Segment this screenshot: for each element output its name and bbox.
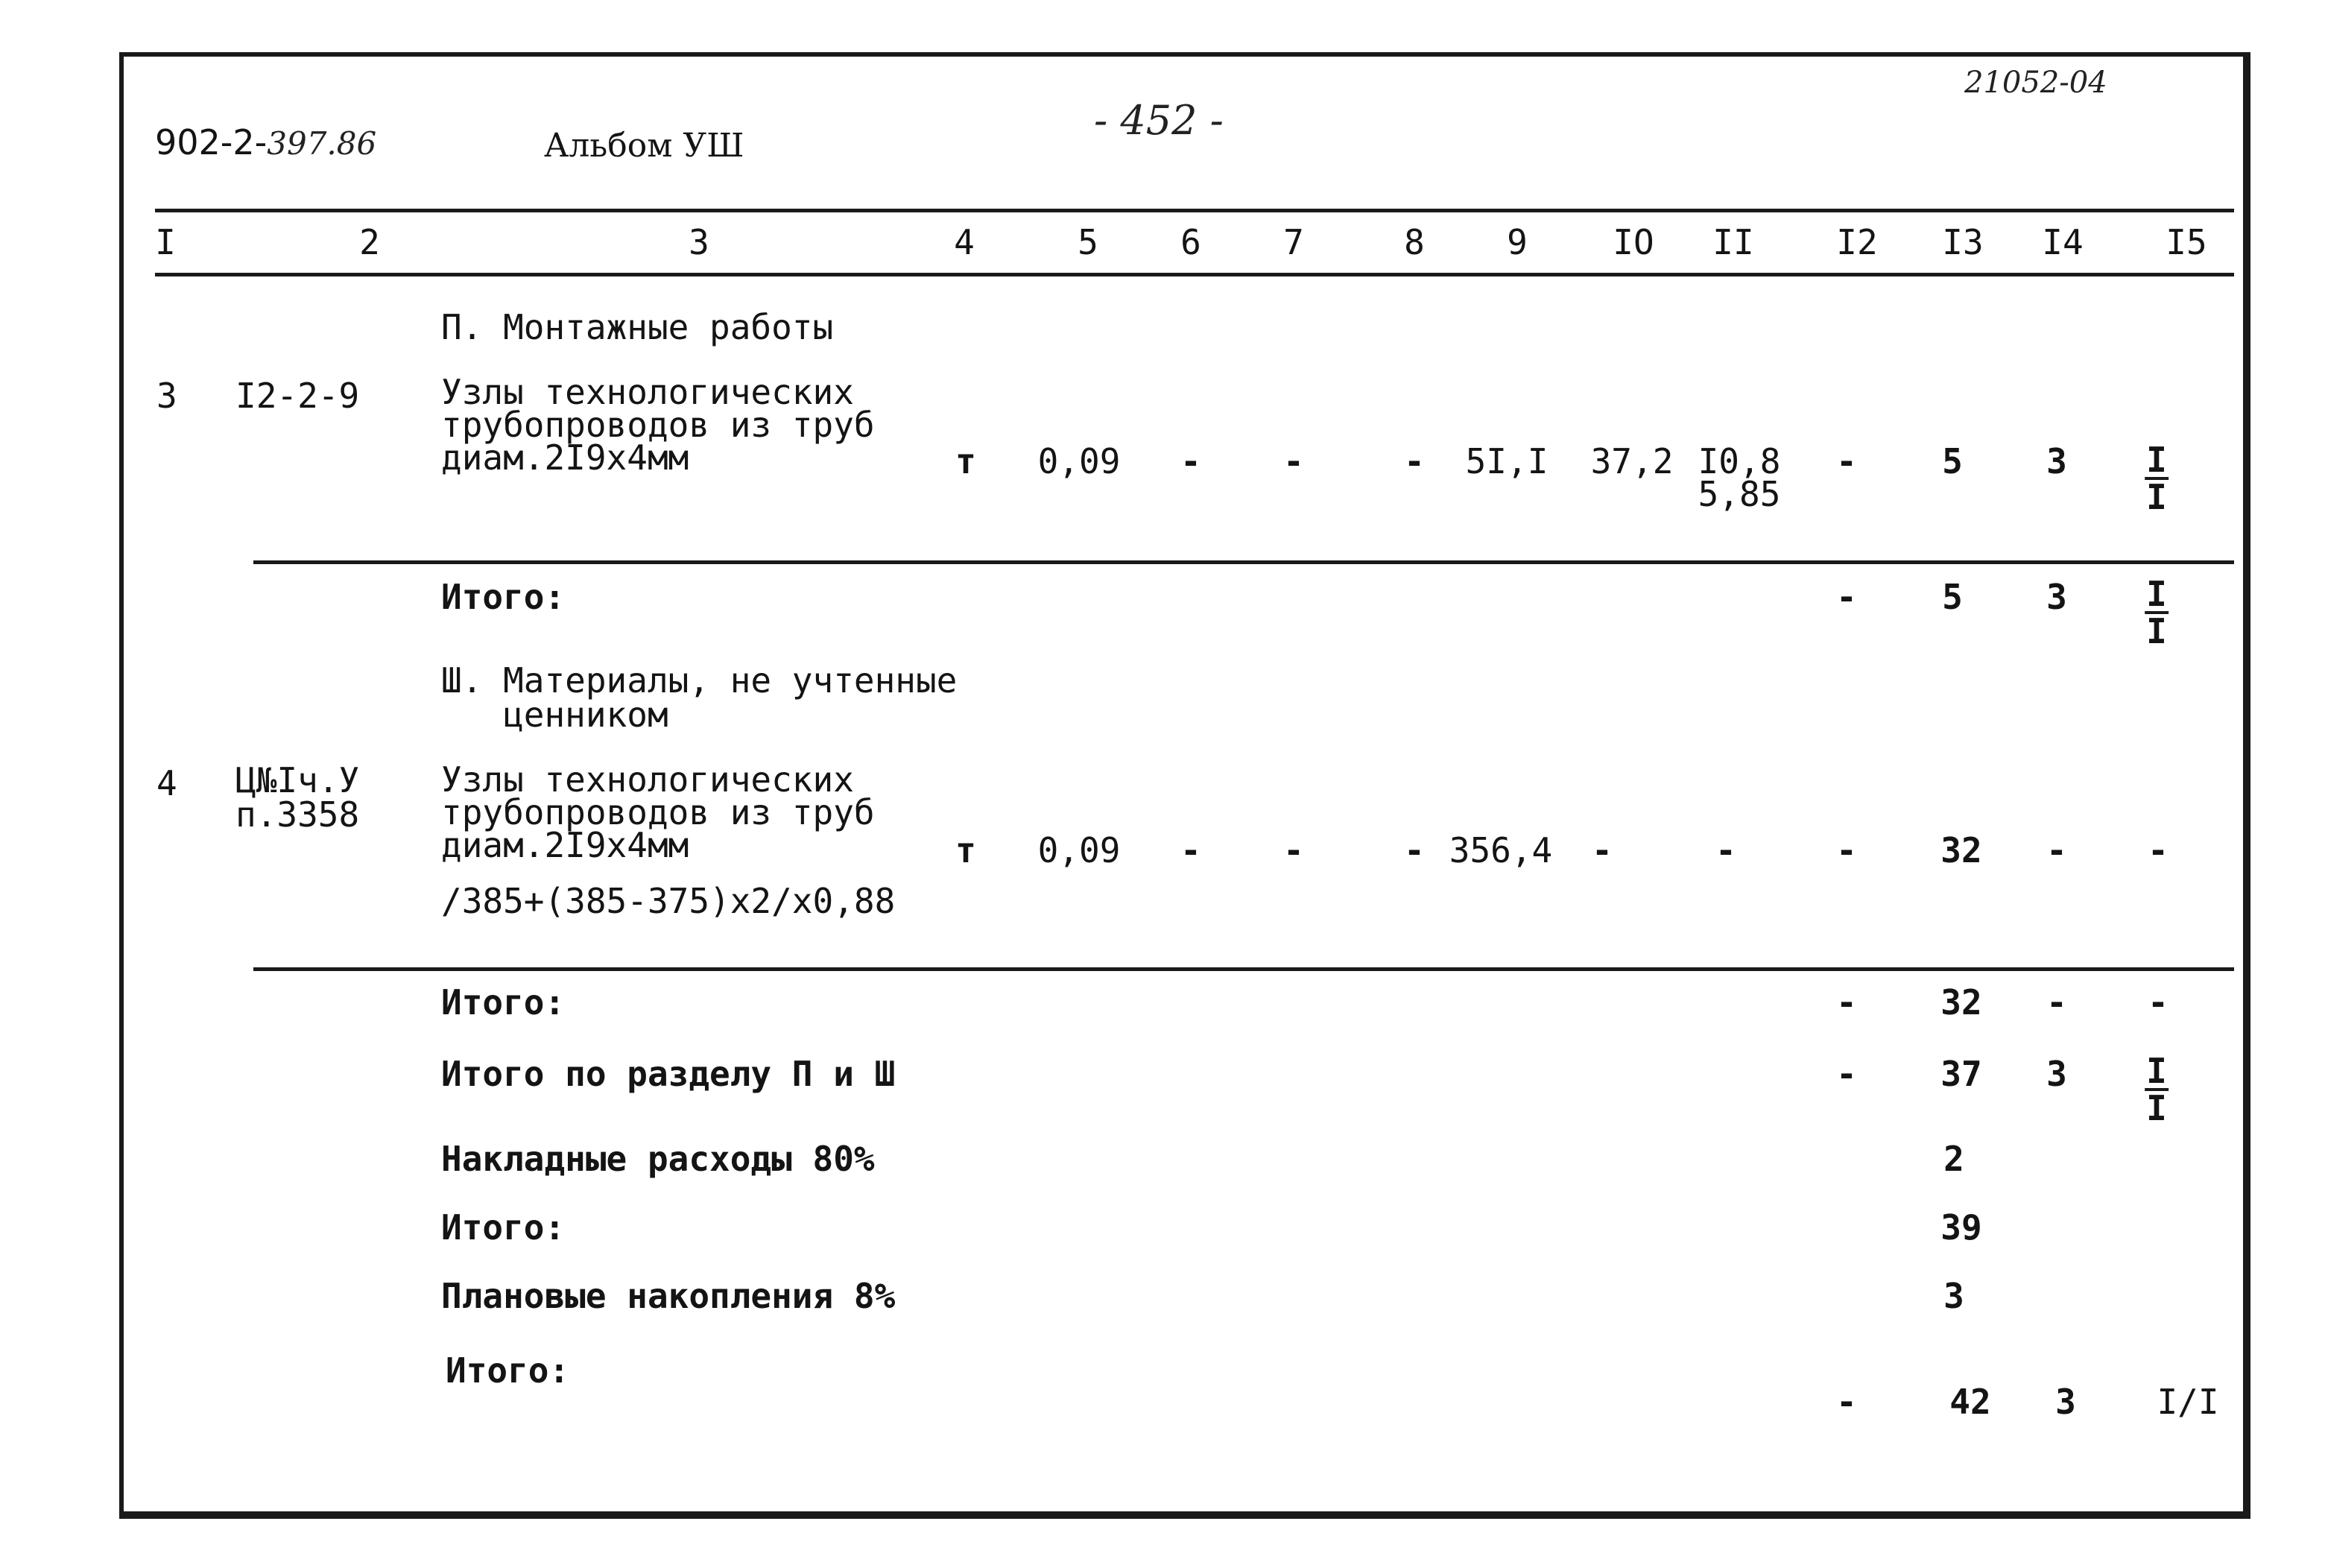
row-3-col15-bottom: I [2146,477,2167,517]
col-header-10: IO [1613,222,1654,262]
row-4-name: Узлы технологических трубопроводов из труб диам.2I9x4мм [441,759,875,865]
col-header-1: I [155,222,176,262]
summary-subtotal-col13: 39 [1940,1207,1982,1248]
summary-subtotal-label: Итого: [441,1207,566,1248]
summary-sections-col15-bottom: I [2146,1088,2167,1128]
section-2-total-rule [253,560,2234,564]
summary-total-col13: 42 [1949,1382,1991,1422]
section-2-total-col14: 3 [2046,577,2067,617]
row-4-formula: /385+(385-375)x2/x0,88 [441,881,896,921]
col-header-4: 4 [954,222,975,262]
row-4-col12: - [1836,830,1857,870]
row-3-col7: - [1283,441,1304,481]
summary-profit-label: Плановые накопления 8% [441,1276,896,1316]
row-4-col14: - [2046,830,2067,870]
row-3-col11-top: I0,8 [1698,441,1781,481]
row-4-col15: - [2148,830,2169,870]
summary-sections-col15 [2145,1051,2169,1128]
section-3-total-col14: - [2046,982,2067,1022]
document-stamp: 21052-04 [1964,66,2107,100]
row-3-col15 [2145,440,2169,517]
row-4-qty: 0,09 [1037,830,1121,870]
summary-total-col14: 3 [2055,1382,2076,1422]
section-2-total-col15-bottom: I [2146,611,2167,651]
col-header-15: I5 [2166,222,2207,262]
col-header-2: 2 [359,222,380,262]
section-2-total-col15-top: I [2146,574,2167,614]
summary-overhead-col13: 2 [1943,1139,1964,1179]
col-header-9: 9 [1507,222,1528,262]
row-3-col15-top: I [2146,440,2167,480]
section-2-total-col15 [2145,574,2169,651]
col-header-14: I4 [2042,222,2084,262]
page-number: - 452 - [1094,97,1224,144]
row-3-name: Узлы технологических трубопроводов из труб диам.2I9x4мм [441,372,875,478]
doc-code-handwritten: 397.86 [267,125,377,162]
summary-total-label: Итого: [446,1350,570,1391]
section-2-total-col13: 5 [1942,577,1963,617]
doc-code [155,122,377,162]
col-header-12: I2 [1836,222,1878,262]
summary-total-col12: - [1836,1382,1857,1422]
summary-total-col15: I/I [2157,1382,2219,1422]
section-3-total-rule [253,967,2234,971]
summary-sections-col12: - [1836,1054,1857,1094]
row-3-code: I2-2-9 [235,376,360,416]
col-header-13: I3 [1942,222,1984,262]
row-3-col14: 3 [2046,441,2067,481]
row-3-col11-bottom: 5,85 [1698,474,1781,514]
section-3-total-col15: - [2148,982,2169,1022]
summary-profit-col13: 3 [1943,1276,1964,1316]
section-3-total-col13: 32 [1940,982,1982,1022]
row-3-col10: 37,2 [1590,441,1674,481]
summary-sections-label: Итого по разделу П и Ш [441,1054,896,1094]
section-3-total-label: Итого: [441,982,566,1022]
col-header-8: 8 [1404,222,1425,262]
col-header-11: II [1712,222,1754,262]
row-3-unit: т [955,441,976,481]
row-4-col10: - [1592,830,1613,870]
summary-sections-col13: 37 [1940,1054,1982,1094]
section-3-total-col12: - [1836,982,1857,1022]
row-3-col12: - [1836,441,1857,481]
summary-sections-col14: 3 [2046,1054,2067,1094]
summary-sections-col15-top: I [2146,1051,2167,1091]
section-2-title: П. Монтажные работы [441,307,834,347]
row-4-col8: - [1404,830,1425,870]
row-4-unit: т [955,830,976,870]
row-4-col6: - [1180,830,1201,870]
section-2-total-label: Итого: [441,577,566,617]
col-header-3: 3 [689,222,709,262]
row-3-number: 3 [156,376,177,416]
row-3-col13: 5 [1942,441,1963,481]
row-3-col9: 5I,I [1465,441,1549,481]
header-bottom-rule [155,273,2234,276]
row-3-qty: 0,09 [1037,441,1121,481]
row-4-number: 4 [156,763,177,803]
row-4-col13: 32 [1940,830,1982,870]
header-top-rule [155,209,2234,212]
row-4-col11: - [1715,830,1736,870]
col-header-6: 6 [1180,222,1201,262]
row-4-code: Ц№Iч.У п.3358 [235,760,360,835]
album-title: Альбом УШ [544,127,744,165]
row-4-col7: - [1283,830,1304,870]
row-3-col6: - [1180,441,1201,481]
col-header-7: 7 [1283,222,1304,262]
doc-code-prefix: 902-2- [155,122,268,162]
summary-overhead-label: Накладные расходы 80% [441,1139,875,1179]
section-3-title: Ш. Материалы, не учтенные ценником [441,660,958,735]
row-4-col9: 356,4 [1449,830,1553,870]
col-header-5: 5 [1078,222,1098,262]
section-2-total-col12: - [1836,577,1857,617]
row-3-col8: - [1404,441,1425,481]
